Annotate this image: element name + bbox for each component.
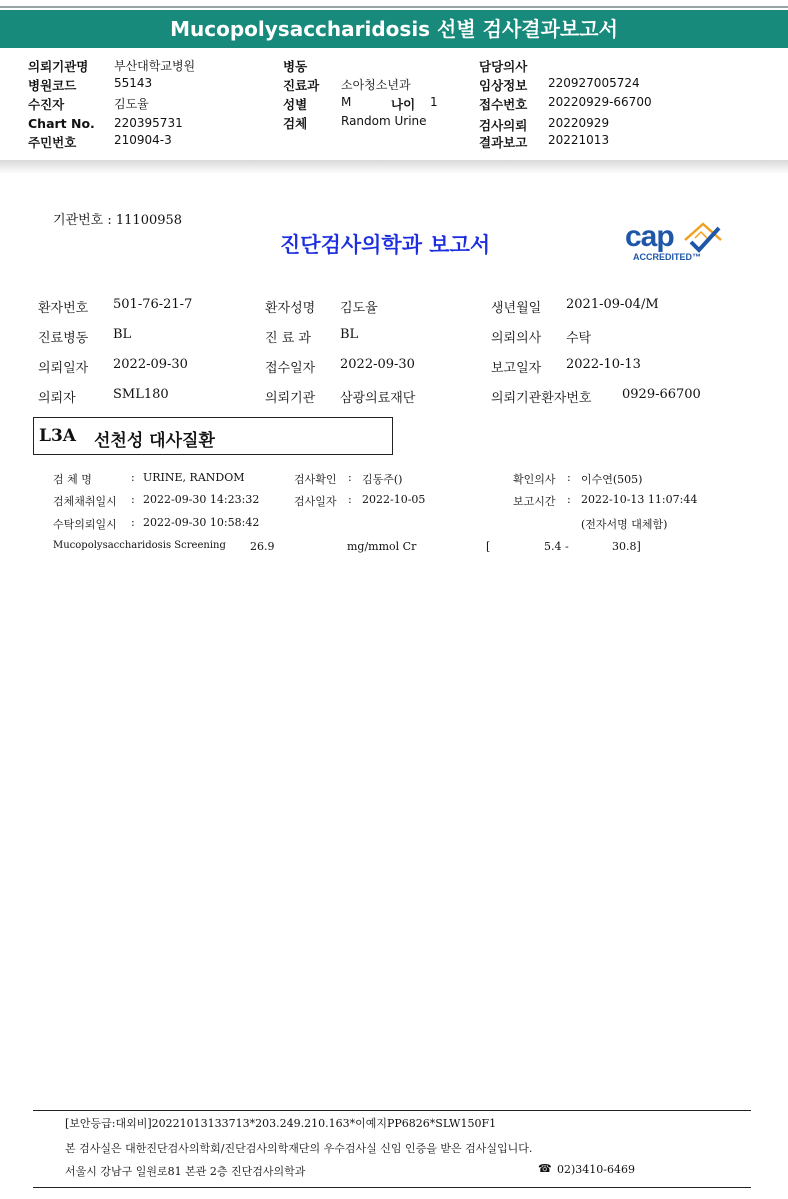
- resident-no-label: 주민번호: [28, 135, 77, 150]
- title-banner: [0, 10, 788, 48]
- result-report-label: 결과보고: [479, 135, 528, 150]
- chart-no-label: Chart No.: [28, 116, 95, 131]
- patient-ward-value: BL: [113, 327, 132, 342]
- institution-no-colon: :: [107, 213, 116, 228]
- inst-patient-no-value: 0929-66700: [622, 387, 701, 402]
- patient-no-value: 501-76-21-7: [113, 297, 193, 312]
- footer-bottom-line: [33, 1187, 751, 1188]
- footer-top-line: [33, 1110, 751, 1111]
- patient-dept-label: 진 료 과: [265, 331, 311, 346]
- receipt-date-label: 접수일자: [265, 361, 316, 376]
- test-value: 26.9: [250, 540, 275, 553]
- patient-name-value: 김도율: [340, 301, 378, 316]
- phone-icon: ☎: [538, 1162, 552, 1175]
- specimen-label: 검체: [283, 116, 308, 131]
- test-confirm-colon: :: [348, 471, 352, 484]
- specimen-name-label: 검 체 명: [53, 473, 92, 486]
- cap-logo-text: cap: [625, 220, 674, 253]
- report-time-label: 보고시간: [513, 495, 556, 508]
- receipt-no-value: 20220929-66700: [548, 95, 652, 109]
- test-confirm-value: 김동주(): [362, 473, 403, 486]
- ward-label: 병동: [283, 59, 308, 74]
- sex-label: 성별: [283, 97, 308, 112]
- confirm-doctor-label: 확인의사: [513, 473, 556, 486]
- test-name: Mucopolysaccharidosis Screening: [53, 540, 226, 551]
- header-separator: [0, 160, 788, 174]
- department-value: 소아청소년과: [341, 78, 411, 92]
- age-label: 나이: [391, 97, 416, 112]
- inst-patient-no-label: 의뢰기관환자번호: [491, 391, 592, 406]
- req-date-value: 2022-09-30: [113, 357, 188, 372]
- hospital-code-value: 55143: [114, 76, 153, 90]
- chart-no-value: 220395731: [114, 116, 183, 130]
- confirm-doctor-value: 이수연(505): [581, 473, 643, 486]
- department-label: 진료과: [283, 78, 320, 93]
- report-time-colon: :: [567, 493, 571, 506]
- institution-number: [53, 209, 182, 228]
- sex-value: M: [341, 95, 352, 109]
- cap-accredited-logo: [625, 220, 730, 266]
- institution-no-label: 기관번호: [53, 213, 104, 228]
- security-line: [보안등급:대외비]20221013133713*203.249.210.163*이예지PP6826*SLW150F1: [65, 1117, 497, 1130]
- req-date-label: 의뢰일자: [38, 361, 89, 376]
- physician-label: 담당의사: [479, 59, 528, 74]
- clinical-info-label: 임상정보: [479, 78, 528, 93]
- cap-accredited-text: ACCREDITED™: [633, 252, 702, 262]
- patient-dept-value: BL: [340, 327, 359, 342]
- requester-value: SML180: [113, 387, 169, 402]
- report-date-value: 2022-10-13: [566, 357, 641, 372]
- lab-phone: 02)3410-6469: [557, 1163, 635, 1176]
- consign-time-value: 2022-09-30 10:58:42: [143, 516, 260, 529]
- section-code: L3A: [39, 426, 76, 446]
- requester-label: 의뢰자: [38, 391, 76, 406]
- test-unit: mg/mmol Cr: [347, 540, 417, 553]
- test-date-label: 검사일자: [294, 495, 337, 508]
- req-institution-label: 의뢰기관명: [28, 59, 89, 74]
- receipt-date-value: 2022-09-30: [340, 357, 415, 372]
- receipt-no-label: 접수번호: [479, 97, 528, 112]
- test-date-value: 2022-10-05: [362, 493, 426, 506]
- lab-address: 서울시 강남구 일원로81 본관 2층 진단검사의학과: [65, 1165, 306, 1178]
- collect-time-colon: :: [131, 493, 135, 506]
- reference-high: 30.8]: [612, 540, 641, 553]
- collect-time-label: 검체채취일시: [53, 495, 117, 508]
- test-request-label: 검사의뢰: [479, 118, 528, 133]
- collect-time-value: 2022-09-30 14:23:32: [143, 493, 260, 506]
- test-confirm-label: 검사확인: [294, 473, 337, 486]
- examinee-value: 김도율: [114, 97, 149, 111]
- report-title: 진단검사의학과 보고서: [280, 232, 491, 257]
- clinical-info-value: 220927005724: [548, 76, 640, 90]
- birth-label: 생년월일: [491, 301, 542, 316]
- patient-ward-label: 진료병동: [38, 331, 89, 346]
- test-request-value: 20220929: [548, 116, 610, 130]
- section-header-box: [33, 417, 393, 455]
- consign-time-colon: :: [131, 516, 135, 529]
- e-signature-note: (전자서명 대체함): [581, 518, 668, 531]
- resident-no-value: 210904-3: [114, 133, 172, 147]
- req-institution-value: 부산대학교병원: [114, 59, 196, 73]
- cap-checkmark-icon: [681, 220, 725, 254]
- consign-time-label: 수탁의뢰일시: [53, 518, 117, 531]
- specimen-name-colon: :: [131, 471, 135, 484]
- certification-notice: 본 검사실은 대한진단검사의학회/진단검사의학재단의 우수검사실 신임 인증을 받은 검사실입니다.: [65, 1142, 533, 1155]
- specimen-name-value: URINE, RANDOM: [143, 471, 245, 484]
- top-border-line: [0, 6, 788, 8]
- hospital-code-label: 병원코드: [28, 78, 77, 93]
- birth-value: 2021-09-04/M: [566, 297, 659, 312]
- test-date-colon: :: [348, 493, 352, 506]
- confirm-doctor-colon: :: [567, 471, 571, 484]
- specimen-value: Random Urine: [341, 114, 427, 128]
- report-date-label: 보고일자: [491, 361, 542, 376]
- result-report-value: 20221013: [548, 133, 610, 147]
- req-doctor-value: 수탁: [566, 331, 592, 346]
- patient-name-label: 환자성명: [265, 301, 316, 316]
- patient-no-label: 환자번호: [38, 301, 89, 316]
- req-inst-value: 삼광의료재단: [340, 391, 416, 406]
- req-doctor-label: 의뢰의사: [491, 331, 542, 346]
- age-value: 1: [430, 95, 438, 109]
- req-inst-label: 의뢰기관: [265, 391, 316, 406]
- report-time-value: 2022-10-13 11:07:44: [581, 493, 698, 506]
- section-name: 선천성 대사질환: [94, 431, 215, 451]
- reference-open: [: [486, 540, 491, 553]
- report-banner-title: Mucopolysaccharidosis 선별 검사결과보고서: [170, 17, 618, 41]
- examinee-label: 수진자: [28, 97, 65, 112]
- reference-low: 5.4 -: [544, 540, 569, 553]
- institution-no-value: 11100958: [115, 213, 183, 228]
